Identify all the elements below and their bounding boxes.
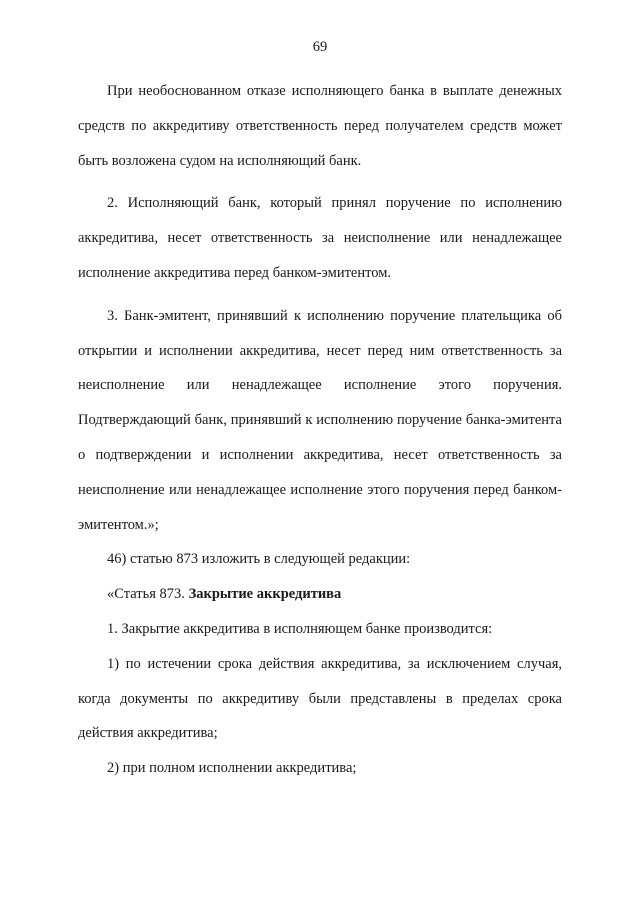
- paragraph-item-46: 46) статью 873 изложить в следующей редакции:: [107, 551, 411, 568]
- article-number: «Статья 873.: [107, 586, 189, 603]
- paragraph-closure-item-2: 2) при полном исполнении аккредитива;: [107, 760, 357, 777]
- article-heading: [78, 577, 562, 612]
- paragraph-refusal-liability: При необоснованном отказе исполняющего банка в выплате денежных средств по аккредитиву ответственность перед получателем средств может быть возложена судом на исполняющий банк.: [78, 83, 562, 169]
- article-title: Закрытие аккредитива: [188, 586, 342, 603]
- paragraph-closure-item-1: 1) по истечении срока действия аккредитива, за исключением случая, когда документы по аккредитиву были представлены в пределах срока действия аккредитива;: [78, 655, 562, 742]
- paragraph-clause-2: 2. Исполняющий банк, который принял поручение по исполнению аккредитива, несет ответственность за неисполнение или ненадлежащее исполнение аккредитива перед банком-эмитентом.: [78, 195, 562, 281]
- document-body: [78, 74, 562, 786]
- page-number: 69: [312, 39, 328, 55]
- paragraph-closure-intro: 1. Закрытие аккредитива в исполняющем банке производится:: [107, 620, 493, 637]
- paragraph-clause-3: 3. Банк-эмитент, принявший к исполнению поручение плательщика об открытии и исполнении аккредитива, несет перед ним ответственность за неисполнение или ненадлежащее исполнение этого поручения. Подтверждающий банк, принявший к исполнению поручение банка-эмитента о подтверждении и исполнении аккредитива, несет ответственность за неисполнение или ненадлежащее исполнение этого поручения перед банком-эмитентом.»;: [78, 307, 562, 533]
